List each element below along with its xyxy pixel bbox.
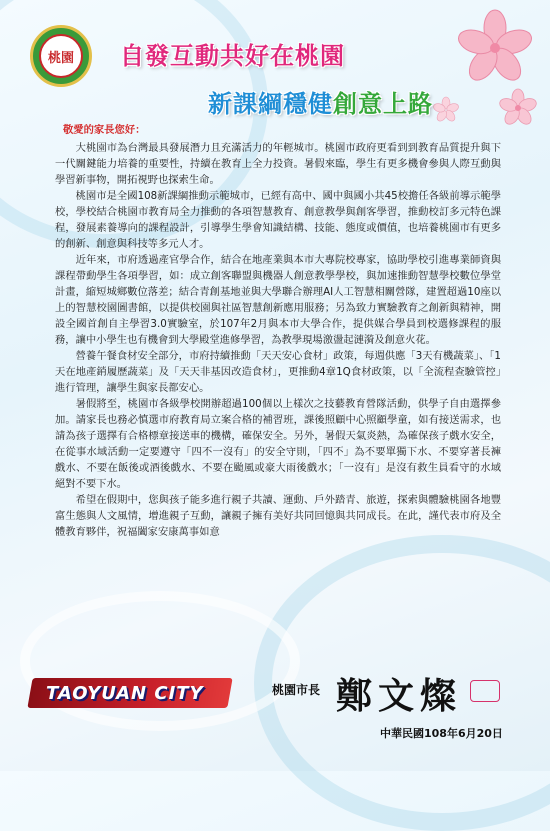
mayor-signature: 鄭文燦 — [336, 675, 463, 717]
taoyuan-city-logo — [30, 25, 92, 87]
subtitle-blue-part: 新課綱穩健 — [208, 90, 333, 118]
subtitle-green-part: 創意上路 — [333, 90, 433, 118]
letter-date: 中華民國108年6月20日 — [380, 727, 503, 740]
cherry-blossom-icon — [455, 8, 535, 88]
letter-greeting: 敬愛的家長您好： — [63, 124, 146, 136]
page-subtitle — [208, 84, 433, 119]
letter-paragraph: 營養午餐食材安全部分，市府持續推動「天天安心食材」政策，每週供應「3天有機蔬菜」、「1天在地產銷履歷蔬菜」及「天天非基因改造食材」，更推動4章1Q食材政策，以「全流程查驗管控」進行管理，讓學生與家長都安心。 — [55, 350, 501, 394]
mayor-title: 桃園市長 — [272, 683, 321, 697]
banner-text: TAOYUAN CITY — [46, 683, 204, 704]
page-title: 自發互動共好在桃園 — [120, 42, 345, 70]
cherry-blossom-icon — [432, 96, 460, 124]
cherry-blossom-icon — [498, 88, 538, 128]
letter-paragraph: 近年來，市府透過產官學合作，結合在地產業與本市大專院校專家，協助學校引進專業師資與課程帶動學生各項學習，如：成立創客聯盟與機器人創意教學學校，與加速推動智慧學校數位學堂計畫，縮短城鄉數位落差；結合青創基地並與大學聯合辦理AI人工智慧相關營隊，建置超過10座以上的智慧校園圖書館，以提供校園與社區智慧創新應用服務；另為致力實驗教育之創新與精神，開設全國首創自主學習3.0實驗室，於107年2月與本市大學合作，提供媒合學員到校選修課程的服務，讓中小學生也有機會到大學殿堂進修學習，為教學現場激盪起漣漪及創意火花。 — [55, 254, 501, 346]
background-swirl — [20, 591, 300, 731]
letter-paragraph: 大桃園市為台灣最具發展潛力且充滿活力的年輕城市。桃園市政府更看到到教育品質提升與下一代關鍵能力培養的重要性，持續在教育上全力投資。暑假來臨，學生有更多機會參與人際互動與學習新事物，開拓視野也探索生命。 — [55, 142, 501, 186]
logo-text: 桃園 — [39, 34, 83, 78]
letter-paragraph: 希望在假期中，您與孩子能多進行親子共讀、運動、戶外踏青、旅遊，探索與體驗桃園各地豐富生態與人文風情，增進親子互動，讓親子擁有美好共同回憶與共同成長。在此，謹代表市府及全體教育夥伴，祝福闔家安康萬事如意 — [55, 494, 501, 538]
letter-paragraph: 暑假將至，桃園市各級學校開辦超過100個以上樣次之技藝教育營隊活動，供學子自由選擇參加。請家長也務必慎選市府教育局立案合格的補習班，課後照顧中心照顧學童，如有接送需求，也請為孩子選擇有合格標章接送車的機構，確保安全。另外，暑假天氣炎熱，為確保孩子戲水安全，在從事水域活動一定要遵守「四不一沒有」的安全守則，「四不」為不要單獨下水、不要穿著長褲戲水、不要在飯後或酒後戲水、不要在颱風或豪大雨後戲水；「一沒有」是沒有救生員看守的水域絕對不要下水。 — [55, 398, 501, 490]
seal-stamp-icon — [470, 680, 500, 702]
letter-body — [55, 122, 501, 540]
letter-paragraph: 桃園市是全國108新課綱推動示範城市，已經有高中、國中與國小共45校擔任各級前導示範學校，學校結合桃園市教育局全力推動的各項智慧教育、創意教學與創客學習，推動校訂多元特色課程，發展素養導向的課程設計，引導學生學會知識結構、技能、態度或價值，也培養桃園市有更多的創新、創意與科技等多元人才。 — [55, 190, 501, 250]
